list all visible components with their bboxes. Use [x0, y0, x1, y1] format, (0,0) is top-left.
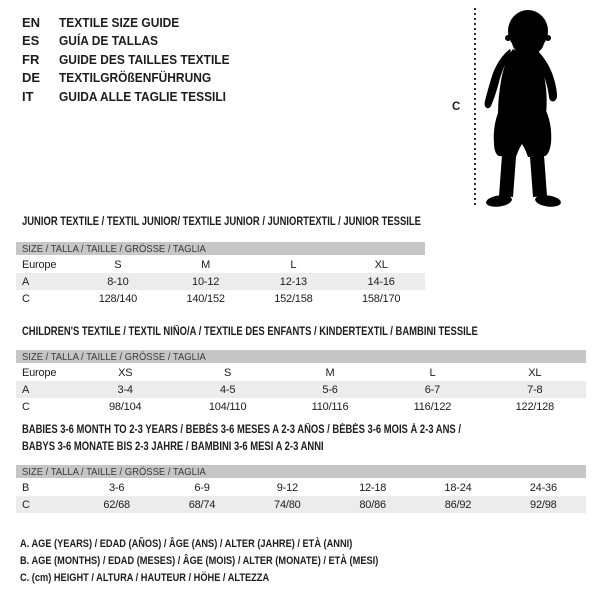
table-cell: 6-7: [424, 383, 441, 396]
table-row: [16, 479, 586, 496]
table-row: [16, 398, 586, 415]
junior-table-title: [22, 215, 508, 229]
children-table-title: [22, 325, 578, 339]
table-cell: 12-18: [359, 481, 387, 494]
size-header-bar: [16, 465, 586, 478]
table-row: [16, 290, 425, 307]
table-cell: 116/122: [413, 400, 452, 413]
table-cell: 158/170: [361, 292, 401, 305]
babies-table-title-line1: [22, 423, 557, 437]
height-measure-dotted-line: [474, 8, 476, 208]
table-cell: 5-6: [322, 383, 338, 396]
table-cell: M: [325, 366, 335, 379]
table-row: [16, 496, 586, 513]
size-header-bar: [16, 242, 425, 255]
babies-table-title-text1: BABIES 3-6 MONTH TO 2-3 YEARS / BEBÉS 3-6 MESES A 2-3 AÑOS / BÉBÉS 3-6 MOIS À 2-3 ANS /: [22, 424, 461, 436]
junior-textile-table: [16, 242, 425, 307]
table-cell: 152/158: [274, 292, 313, 305]
size-header-bar: [16, 350, 586, 363]
table-cell: 6-9: [194, 481, 210, 494]
table-cell: S: [114, 258, 122, 271]
table-cell: 80/86: [359, 498, 386, 511]
table-cell: L: [290, 258, 297, 271]
table-cell: A: [22, 275, 30, 288]
footnote-b-text: B. AGE (MONTHS) / EDAD (MESES) / ÂGE (MOIS) / ALTER (MONATE) / ETÀ (MESI): [20, 555, 379, 567]
table-row: [16, 381, 586, 398]
table-cell: 18-24: [444, 481, 472, 494]
size-header-text: SIZE / TALLA / TAILLE / GRÖSSE / TAGLIA: [22, 242, 206, 255]
guide-title-fr: GUIDE DES TAILLES TEXTILE: [59, 51, 230, 67]
babies-textile-table: [16, 465, 586, 513]
footnote-c-text: C. (cm) HEIGHT / ALTURA / HAUTEUR / HÖHE / ALTEZZA: [20, 572, 270, 584]
baby-silhouette: [482, 9, 566, 208]
table-cell: 8-10: [107, 275, 129, 288]
babies-table-title-line2: [22, 440, 390, 454]
language-row-en: [22, 13, 244, 32]
language-code: ES: [22, 33, 40, 49]
language-row-de: [22, 69, 244, 88]
table-cell: Europe: [22, 258, 57, 271]
table-cell: C: [22, 292, 30, 305]
guide-title-de: TEXTILGRÖßENFÜHRUNG: [59, 70, 212, 86]
table-cell: 3-4: [117, 383, 133, 396]
table-cell: 122/128: [515, 400, 555, 413]
table-cell: M: [201, 258, 211, 271]
table-cell: 4-5: [219, 383, 236, 396]
table-cell: 9-12: [276, 481, 298, 494]
table-cell: 10-12: [192, 275, 220, 288]
table-cell: Europe: [22, 366, 57, 379]
table-cell: 110/116: [311, 400, 349, 413]
table-cell: 12-13: [279, 275, 307, 288]
table-cell: 24-36: [529, 481, 557, 494]
language-code: IT: [22, 88, 34, 104]
size-header-text: SIZE / TALLA / TAILLE / GRÖSSE / TAGLIA: [22, 350, 206, 363]
guide-title-en: TEXTILE SIZE GUIDE: [59, 14, 180, 30]
language-row-fr: [22, 50, 244, 69]
table-cell: XL: [374, 258, 388, 271]
table-cell: C: [22, 498, 30, 511]
table-cell: S: [224, 366, 232, 379]
language-code: FR: [22, 51, 40, 67]
children-textile-table: [16, 350, 586, 415]
table-cell: 104/110: [208, 400, 247, 413]
table-cell: 3-6: [109, 481, 125, 494]
language-title-list: [22, 13, 244, 106]
table-cell: 140/152: [186, 292, 225, 305]
table-cell: 7-8: [527, 383, 543, 396]
table-cell: 86/92: [444, 498, 472, 511]
table-cell: A: [22, 383, 30, 396]
children-table-title-text: CHILDREN'S TEXTILE / TEXTIL NIÑO/A / TEXTILE DES ENFANTS / KINDERTEXTIL / BAMBINI TESSILE: [22, 326, 478, 338]
height-measure-label: C: [452, 101, 461, 113]
table-cell: 68/74: [188, 498, 216, 511]
language-code: EN: [22, 14, 41, 30]
language-row-it: [22, 87, 244, 106]
language-code: DE: [22, 70, 41, 86]
footnotes: [20, 536, 447, 587]
table-cell: B: [22, 481, 30, 494]
table-cell: XS: [118, 366, 133, 379]
size-header-text: SIZE / TALLA / TAILLE / GRÖSSE / TAGLIA: [22, 465, 206, 478]
table-cell: 74/80: [274, 498, 301, 511]
table-cell: 128/140: [98, 292, 138, 305]
table-cell: 62/68: [103, 498, 130, 511]
footnote-b: [20, 553, 447, 570]
guide-title-it: GUIDA ALLE TAGLIE TESSILI: [59, 88, 227, 104]
footnote-a: [20, 536, 447, 553]
table-cell: XL: [528, 366, 542, 379]
table-cell: 14-16: [367, 275, 395, 288]
table-row: [16, 364, 586, 381]
table-row: [16, 273, 425, 290]
table-cell: 92/98: [530, 498, 557, 511]
footnote-c: [20, 570, 447, 587]
babies-table-title-text2: BABYS 3-6 MONATE BIS 2-3 JAHRE / BAMBINI 3-6 MESI A 2-3 ANNI: [22, 441, 324, 453]
table-cell: C: [22, 400, 30, 413]
footnote-a-text: A. AGE (YEARS) / EDAD (AÑOS) / ÂGE (ANS) / ALTER (JAHRE) / ETÀ (ANNI): [20, 538, 353, 550]
table-row: [16, 256, 425, 273]
junior-table-title-text: JUNIOR TEXTILE / TEXTIL JUNIOR/ TEXTILE JUNIOR / JUNIORTEXTIL / JUNIOR TESSILE: [22, 216, 421, 228]
table-cell: L: [429, 366, 436, 379]
table-cell: 98/104: [108, 400, 142, 413]
guide-title-es: GUÍA DE TALLAS: [59, 33, 159, 49]
language-row-es: [22, 32, 244, 51]
